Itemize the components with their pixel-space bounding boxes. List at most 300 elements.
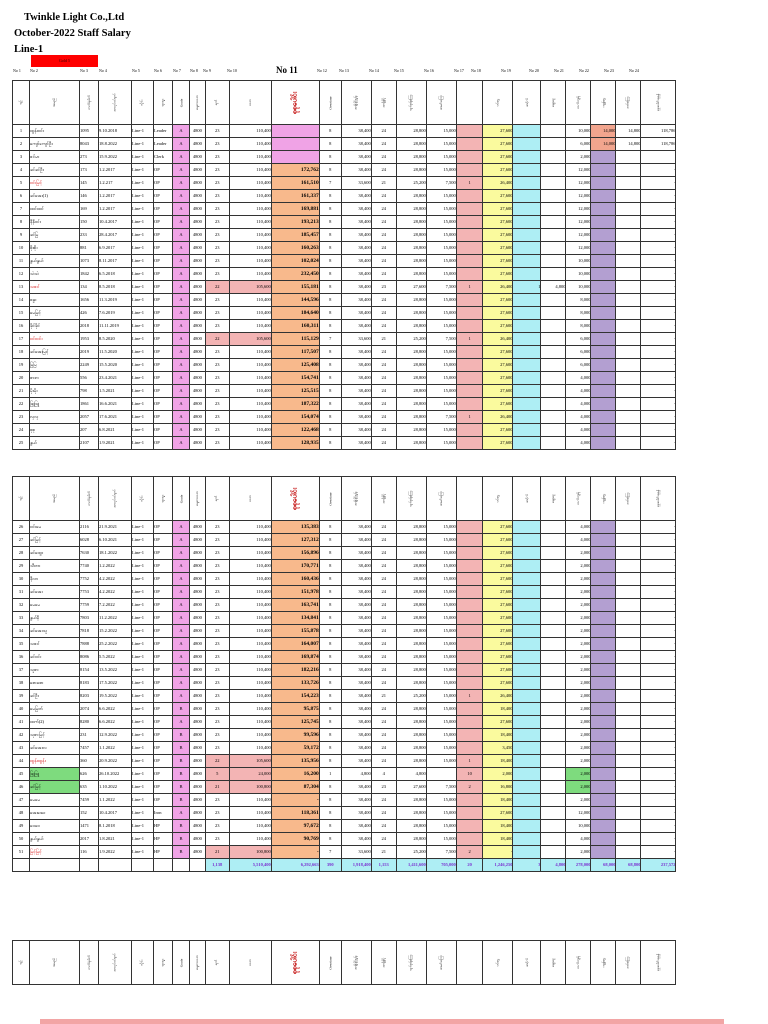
column-header-label: ဒဏ်ကြေး [625, 96, 630, 109]
table-cell [591, 690, 616, 703]
table-cell: 28,800 [396, 820, 426, 833]
table-cell: A [173, 664, 190, 677]
table-cell: ခင်အေးသူ [30, 625, 80, 638]
table-cell: 15,000 [426, 573, 456, 586]
table-cell [616, 385, 641, 398]
table-cell: OP [154, 768, 173, 781]
table-cell: 38,400 [341, 255, 371, 268]
column-header [371, 477, 396, 521]
totals-cell: 1,153 [371, 859, 396, 872]
table-cell: 161,337 [271, 190, 319, 203]
table-cell: 164,007 [271, 638, 319, 651]
table-cell: 28,800 [396, 534, 426, 547]
table-cell [616, 755, 641, 768]
table-cell [591, 411, 616, 424]
table-cell: OP [154, 755, 173, 768]
table-cell: 40 [13, 703, 30, 716]
table-cell: 15,000 [426, 255, 456, 268]
table-cell: B [173, 781, 190, 794]
column-header [641, 941, 676, 985]
table-cell: OP [154, 359, 173, 372]
table-cell: A [173, 359, 190, 372]
table-cell: - [641, 833, 676, 846]
table-cell [513, 638, 541, 651]
table-cell: Line-1 [132, 385, 154, 398]
table-cell: 27,600 [483, 534, 513, 547]
column-header [513, 941, 541, 985]
table-cell: 28,800 [396, 203, 426, 216]
table-row [13, 742, 676, 755]
column-header-label: အလုပ်ဝင်ရက် [112, 93, 117, 112]
table-cell: HP [154, 820, 173, 833]
table-cell [591, 573, 616, 586]
table-row [13, 125, 676, 138]
table-cell: 8 [319, 151, 341, 164]
table-cell: 15,000 [426, 703, 456, 716]
table-cell: 10,000 [566, 268, 591, 281]
totals-cell: 3 [513, 859, 541, 872]
table-cell: 38,400 [341, 807, 371, 820]
table-cell: 8,000 [566, 320, 591, 333]
table-cell: 21 [371, 177, 396, 190]
table-cell: - [641, 807, 676, 820]
table-cell: 38,400 [341, 294, 371, 307]
table-cell [591, 742, 616, 755]
table-cell [541, 846, 566, 859]
table-row [13, 138, 676, 151]
table-cell: 8 [319, 677, 341, 690]
column-header [456, 81, 483, 125]
table-cell: 23 [205, 411, 229, 424]
table-cell: 6,000 [566, 359, 591, 372]
table-cell: - [641, 333, 676, 346]
table-cell: 8 [319, 307, 341, 320]
table-cell [456, 437, 483, 450]
table-cell [513, 177, 541, 190]
table-cell: 24 [371, 833, 396, 846]
table-cell [616, 664, 641, 677]
table-cell: 4800 [190, 333, 206, 346]
table-cell: 15,000 [426, 534, 456, 547]
table-cell: 8 [319, 651, 341, 664]
table-cell: 51 [13, 846, 30, 859]
table-cell: 27,600 [396, 281, 426, 294]
table-cell: 28.4.2017 [99, 229, 132, 242]
table-cell: 4800 [190, 521, 206, 534]
table-cell: 27,600 [483, 216, 513, 229]
table-cell: ခင်ထွေး [30, 547, 80, 560]
table-cell: 110,400 [229, 151, 271, 164]
table-cell: 4,000 [566, 833, 591, 846]
table-row [13, 521, 676, 534]
table-cell [456, 586, 483, 599]
table-row [13, 424, 676, 437]
column-number-label: No 21 [554, 68, 564, 73]
table-cell [513, 599, 541, 612]
table-cell [456, 807, 483, 820]
table-cell: Line-1 [132, 411, 154, 424]
table-cell: 4,000 [566, 424, 591, 437]
table-cell: 8 [319, 281, 341, 294]
table-cell: 1.8.2021 [99, 833, 132, 846]
column-header [154, 941, 173, 985]
column-number-label: No 19 [501, 68, 511, 73]
table-row [13, 437, 676, 450]
table-cell: 125,515 [271, 385, 319, 398]
table-cell: OP [154, 794, 173, 807]
table-cell: 38,400 [341, 573, 371, 586]
table-cell [591, 807, 616, 820]
table-cell: 33,600 [341, 177, 371, 190]
table-cell: 4800 [190, 385, 206, 398]
table-cell: - [641, 372, 676, 385]
table-cell: 2 [456, 781, 483, 794]
table-cell [513, 138, 541, 151]
table-cell [541, 716, 566, 729]
table-cell: 146 [80, 190, 99, 203]
table-cell: 4800 [190, 294, 206, 307]
table-row [13, 768, 676, 781]
table-cell: 4,000 [566, 521, 591, 534]
table-cell: သူဇာ [30, 664, 80, 677]
table-cell: 1.2.2017 [99, 190, 132, 203]
table-cell: 8 [319, 755, 341, 768]
table-cell: 4800 [190, 151, 206, 164]
column-number-label: No 13 [339, 68, 349, 73]
table-cell [616, 424, 641, 437]
table-cell: 38,400 [341, 586, 371, 599]
column-header [371, 81, 396, 125]
table-cell: OP [154, 742, 173, 755]
table-cell: 163,741 [271, 599, 319, 612]
table-cell: Line-1 [132, 268, 154, 281]
table-cell: - [641, 190, 676, 203]
table-cell: 4800 [190, 755, 206, 768]
column-header-label: ဆင့်ကဲ [524, 958, 529, 967]
table-cell: 4 [371, 768, 396, 781]
table-cell: နွယ် [30, 437, 80, 450]
table-cell: 110,400 [229, 690, 271, 703]
table-cell: 30 [13, 573, 30, 586]
table-cell [616, 599, 641, 612]
table-cell: 24 [371, 372, 396, 385]
table-cell: 28,800 [396, 794, 426, 807]
table-cell: မေမေ [30, 794, 80, 807]
table-cell: 110,400 [229, 268, 271, 281]
table-cell: 22 [13, 398, 30, 411]
table-cell: Line-1 [132, 398, 154, 411]
table-cell: 46 [13, 781, 30, 794]
table-cell: 2,000 [566, 664, 591, 677]
table-cell: 38,400 [341, 242, 371, 255]
table-cell [456, 651, 483, 664]
table-cell: - [641, 560, 676, 573]
table-cell: 8 [319, 203, 341, 216]
table-cell: 28,800 [396, 664, 426, 677]
table-cell: 7818 [80, 625, 99, 638]
column-header-label: လက်ကျန် [575, 492, 580, 505]
table-cell: 4800 [190, 268, 206, 281]
table-cell: ခင်ဝင်း [30, 651, 80, 664]
column-header [205, 941, 229, 985]
table-cell [456, 255, 483, 268]
column-header [541, 477, 566, 521]
table-cell [271, 125, 319, 138]
column-number-label: No 2 [30, 68, 38, 73]
table-cell [616, 573, 641, 586]
table-cell: 110,400 [229, 385, 271, 398]
table-cell: 24 [371, 242, 396, 255]
table-cell [591, 729, 616, 742]
table-cell: Line-1 [132, 716, 154, 729]
totals-cell [99, 859, 132, 872]
table-cell: Line-1 [132, 151, 154, 164]
column-header-label: လိုင်း [140, 495, 144, 502]
column-header-label: ရာထူး [160, 98, 165, 107]
table-cell [541, 781, 566, 794]
table-cell: 28,800 [396, 359, 426, 372]
table-cell [616, 177, 641, 190]
table-cell: 4 [13, 164, 30, 177]
table-cell [616, 833, 641, 846]
table-cell: A [173, 229, 190, 242]
table-cell: 8 [319, 586, 341, 599]
table-cell: 4800 [190, 190, 206, 203]
table-cell: A [173, 599, 190, 612]
table-cell: HP [154, 846, 173, 859]
table-cell: - [641, 521, 676, 534]
table-cell: Line-1 [132, 755, 154, 768]
table-cell: 12,000 [566, 190, 591, 203]
table-cell [541, 216, 566, 229]
table-cell: Line-1 [132, 320, 154, 333]
table-cell: Line-1 [132, 281, 154, 294]
table-cell: 18.8.2022 [99, 138, 132, 151]
table-cell: 24 [371, 794, 396, 807]
column-header-label: အချိန်ပိုနှုန်း [353, 955, 358, 970]
table-cell: 6,000 [566, 138, 591, 151]
table-cell: 27,600 [483, 164, 513, 177]
table-cell: 25 [13, 437, 30, 450]
table-cell: 38,400 [341, 833, 371, 846]
table-cell: 38,400 [341, 612, 371, 625]
table-cell: 110,400 [229, 599, 271, 612]
table-row [13, 534, 676, 547]
table-cell [616, 560, 641, 573]
table-cell: 23 [205, 560, 229, 573]
table-cell: 15.9.2022 [99, 151, 132, 164]
table-cell: 35 [13, 638, 30, 651]
table-cell: 8 [319, 638, 341, 651]
table-cell: 110,400 [229, 716, 271, 729]
table-cell: 1 [456, 177, 483, 190]
table-cell: 27,600 [483, 573, 513, 586]
table-cell [513, 151, 541, 164]
table-cell: 8 [319, 320, 341, 333]
table-cell: 8 [319, 372, 341, 385]
table-cell [513, 203, 541, 216]
table-cell: - [641, 385, 676, 398]
table-cell [541, 534, 566, 547]
table-cell: 44 [13, 755, 30, 768]
table-cell: 43 [13, 742, 30, 755]
column-header [591, 81, 616, 125]
table-row [13, 164, 676, 177]
table-cell [513, 677, 541, 690]
totals-row [13, 859, 676, 872]
table-cell: 24 [371, 411, 396, 424]
table-cell [541, 560, 566, 573]
table-cell: 2,000 [566, 794, 591, 807]
column-number-label: No 3 [80, 68, 88, 73]
table-cell: 8 [319, 690, 341, 703]
table-cell: 14,000 [591, 138, 616, 151]
table-cell: 110,400 [229, 125, 271, 138]
table-cell: - [641, 534, 676, 547]
table-cell: 24 [371, 651, 396, 664]
table-cell: 27,600 [483, 359, 513, 372]
table-cell: A [173, 281, 190, 294]
table-cell: Line-1 [132, 781, 154, 794]
table-cell [541, 229, 566, 242]
table-cell [513, 307, 541, 320]
table-cell: 15,000 [426, 521, 456, 534]
table-cell: 26,400 [483, 281, 513, 294]
table-cell [456, 229, 483, 242]
table-cell: 2,000 [566, 651, 591, 664]
column-header-label: ဝင်ငွေ [495, 98, 500, 107]
table-cell: 28,800 [396, 677, 426, 690]
table-cell: OP [154, 651, 173, 664]
table-cell: ဇင်မာ [30, 151, 80, 164]
column-header-label: Grade [179, 494, 183, 503]
table-cell: 5 [205, 768, 229, 781]
totals-cell [132, 859, 154, 872]
table-cell [541, 307, 566, 320]
table-cell: B [173, 768, 190, 781]
table-row [13, 625, 676, 638]
table-cell: OP [154, 372, 173, 385]
column-header-label: ရက် [214, 99, 219, 106]
table-cell: 28,800 [396, 755, 426, 768]
table-cell [616, 612, 641, 625]
table-cell: A [173, 398, 190, 411]
table-row [13, 677, 676, 690]
table-cell: A [173, 151, 190, 164]
table-row [13, 203, 676, 216]
table-cell: 1861 [80, 398, 99, 411]
table-cell: 1.9.2022 [99, 846, 132, 859]
table-cell: 233 [80, 229, 99, 242]
table-cell: 8 [319, 346, 341, 359]
table-cell [513, 729, 541, 742]
column-header [341, 477, 371, 521]
table-cell: 24 [371, 203, 396, 216]
table-cell: OP [154, 333, 173, 346]
table-cell: 5.5.2022 [99, 651, 132, 664]
table-cell [591, 716, 616, 729]
table-cell: Line-1 [132, 677, 154, 690]
table-cell: 28,800 [396, 307, 426, 320]
table-cell: 11.2.2022 [99, 612, 132, 625]
table-cell [513, 716, 541, 729]
table-cell: 1.5.2021 [99, 385, 132, 398]
table-cell [513, 411, 541, 424]
table-cell: 15,000 [426, 807, 456, 820]
column-header [616, 941, 641, 985]
table-cell: 24 [371, 625, 396, 638]
table-cell [616, 320, 641, 333]
table-cell: 110,400 [229, 534, 271, 547]
table-cell: စန္ဒာ [30, 294, 80, 307]
table-cell: 1953 [80, 333, 99, 346]
table-cell: 25,200 [396, 690, 426, 703]
table-cell: 18,400 [483, 755, 513, 768]
table-cell [616, 807, 641, 820]
table-cell: 1.2.217 [99, 177, 132, 190]
table-cell: 15,000 [426, 320, 456, 333]
table-cell: 2019 [80, 346, 99, 359]
table-cell: 27,600 [483, 437, 513, 450]
table-cell [616, 294, 641, 307]
column-number-label: No 24 [629, 68, 639, 73]
table-cell: - [641, 573, 676, 586]
column-header [132, 81, 154, 125]
table-cell [616, 268, 641, 281]
table-cell: 8.1.2018 [99, 820, 132, 833]
table-cell: သဇင် [30, 281, 80, 294]
table-cell: 118,786 [641, 125, 676, 138]
column-number-row [12, 65, 722, 78]
table-cell [616, 586, 641, 599]
table-cell: 4,000 [566, 398, 591, 411]
table-cell: 23 [205, 203, 229, 216]
table-cell: A [173, 294, 190, 307]
table-cell [513, 346, 541, 359]
table-cell [591, 359, 616, 372]
table-cell: နီနီဝင်း [30, 216, 80, 229]
table-cell [591, 242, 616, 255]
table-cell [616, 346, 641, 359]
table-cell: 6.10.2021 [99, 534, 132, 547]
column-header-label: အလုပ်ဝင်ရက် [112, 953, 117, 972]
table-cell: 24 [371, 424, 396, 437]
table-cell: - [641, 755, 676, 768]
table-cell [513, 573, 541, 586]
table-cell [591, 768, 616, 781]
table-header-row [13, 941, 676, 985]
table-cell: A [173, 573, 190, 586]
table-cell [541, 651, 566, 664]
table-row [13, 755, 676, 768]
table-cell: 8 [319, 398, 341, 411]
table-cell [541, 255, 566, 268]
table-cell [513, 768, 541, 781]
column-header [319, 941, 341, 985]
table-cell: 4800 [190, 411, 206, 424]
table-cell [541, 625, 566, 638]
table-cell: 29 [13, 560, 30, 573]
table-cell: 8 [319, 833, 341, 846]
column-header [173, 941, 190, 985]
table-cell: 15,000 [426, 346, 456, 359]
table-cell: 110,400 [229, 547, 271, 560]
column-number-label: No 6 [154, 68, 162, 73]
table-cell: 27,600 [483, 677, 513, 690]
column-header-label: ဝင်ငွေ [495, 958, 500, 967]
table-cell [541, 768, 566, 781]
table-cell: 24 [371, 807, 396, 820]
